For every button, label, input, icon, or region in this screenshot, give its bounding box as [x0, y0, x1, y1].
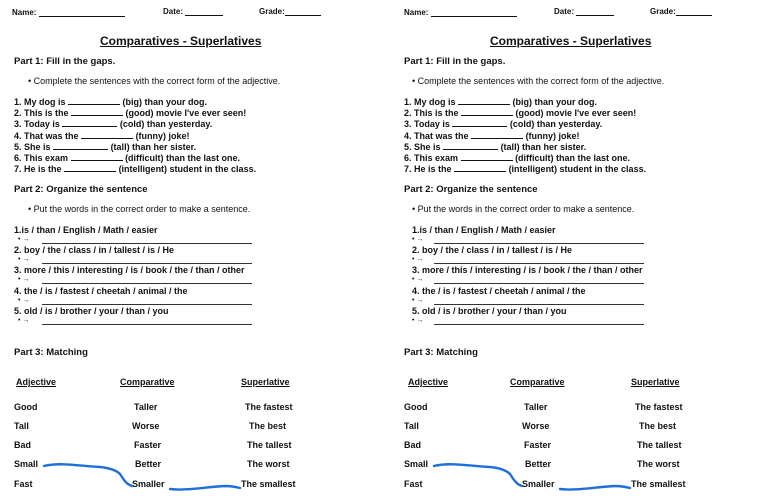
part1-item[interactable]: 4. That was the (funny) joke! — [14, 130, 190, 141]
match-comparative[interactable]: Better — [525, 459, 552, 469]
part2-heading: Part 2: Organize the sentence — [404, 184, 538, 195]
match-comparative[interactable]: Taller — [524, 402, 548, 412]
match-adjective[interactable]: Small — [404, 459, 429, 469]
arrow-marker: • → — [412, 317, 424, 324]
match-comparative[interactable]: Worse — [522, 421, 550, 431]
grade-label: Grade: — [650, 7, 676, 16]
part1-item[interactable]: 1. My dog is (big) than your dog. — [14, 97, 208, 107]
arrow-marker: • → — [18, 297, 30, 304]
date-label: Date: — [163, 7, 184, 16]
part1-item[interactable]: 5. She is (tall) than her sister. — [14, 141, 197, 152]
match-adjective[interactable]: Tall — [404, 421, 419, 431]
part2-heading: Part 2: Organize the sentence — [14, 184, 148, 195]
part2-item: 4. the / is / fastest / cheetah / animal / the — [14, 286, 188, 296]
match-comparative[interactable]: Smaller — [522, 479, 555, 489]
part1-item[interactable]: 2. This is the (good) movie I've ever seen! — [14, 108, 247, 119]
part1-item[interactable]: 3. Today is (cold) than yesterday. — [14, 119, 213, 130]
part2-instruction: • Put the words in the correct order to make a sentence. — [412, 204, 635, 214]
part1-heading: Part 1: Fill in the gaps. — [14, 56, 116, 67]
handwritten-match-lines — [10, 0, 382, 496]
part1-item[interactable]: 7. He is the (intelligent) student in the class. — [14, 164, 257, 175]
match-comparative[interactable]: Faster — [134, 440, 162, 450]
part2-item: 1.is / than / English / Math / easier — [14, 225, 158, 235]
match-adjective[interactable]: Small — [14, 459, 39, 469]
part2-instruction: • Put the words in the correct order to make a sentence. — [28, 204, 251, 214]
name-label: Name: — [12, 8, 37, 17]
name-label: Name: — [404, 8, 429, 17]
arrow-marker: • → — [18, 317, 30, 324]
column-header-comparative: Comparative — [120, 377, 175, 387]
part1-instruction: • Complete the sentences with the correct form of the adjective. — [28, 76, 281, 86]
column-header-superlative: Superlative — [241, 377, 290, 387]
handwritten-match-lines — [400, 0, 768, 496]
match-superlative[interactable]: The fastest — [635, 402, 683, 412]
worksheet-right — [400, 0, 768, 496]
match-comparative[interactable]: Worse — [132, 421, 160, 431]
match-comparative[interactable]: Faster — [524, 440, 552, 450]
date-label: Date: — [554, 7, 575, 16]
match-superlative[interactable]: The worst — [637, 459, 680, 469]
match-superlative[interactable]: The smallest — [241, 479, 296, 489]
part2-item: 3. more / this / interesting / is / book / the / than / other — [14, 265, 245, 275]
arrow-marker: • → — [412, 256, 424, 263]
page-title: Comparatives - Superlatives — [490, 34, 652, 48]
match-adjective[interactable]: Tall — [14, 421, 29, 431]
part1-item[interactable]: 6. This exam (difficult) than the last one. — [404, 153, 631, 164]
page-title: Comparatives - Superlatives — [100, 34, 262, 48]
match-superlative[interactable]: The best — [249, 421, 287, 431]
arrow-marker: • → — [18, 276, 30, 283]
match-adjective[interactable]: Fast — [14, 479, 33, 489]
part2-item: 2. boy / the / class / in / tallest / is / He — [412, 245, 573, 255]
column-header-comparative: Comparative — [510, 377, 565, 387]
arrow-marker: • → — [18, 236, 30, 243]
part2-item: 5. old / is / brother / your / than / you — [412, 306, 567, 316]
match-superlative[interactable]: The best — [639, 421, 677, 431]
part1-heading: Part 1: Fill in the gaps. — [404, 56, 506, 67]
match-comparative[interactable]: Taller — [134, 402, 158, 412]
part2-item: 1.is / than / English / Math / easier — [412, 225, 556, 235]
part1-instruction: • Complete the sentences with the correct form of the adjective. — [412, 76, 665, 86]
match-adjective[interactable]: Fast — [404, 479, 423, 489]
match-superlative[interactable]: The fastest — [245, 402, 293, 412]
match-adjective[interactable]: Bad — [404, 440, 422, 450]
part1-item[interactable]: 6. This exam (difficult) than the last one. — [14, 153, 241, 164]
match-superlative[interactable]: The smallest — [631, 479, 686, 489]
part3-heading: Part 3: Matching — [14, 347, 88, 358]
match-adjective[interactable]: Good — [14, 402, 38, 412]
part2-item: 3. more / this / interesting / is / book / the / than / other — [412, 265, 643, 275]
match-superlative[interactable]: The worst — [247, 459, 290, 469]
match-comparative[interactable]: Better — [135, 459, 162, 469]
column-header-superlative: Superlative — [631, 377, 680, 387]
column-header-adjective: Adjective — [408, 377, 449, 387]
arrow-marker: • → — [412, 236, 424, 243]
part1-item[interactable]: 2. This is the (good) movie I've ever seen! — [404, 108, 637, 119]
match-adjective[interactable]: Good — [404, 402, 428, 412]
match-superlative[interactable]: The tallest — [637, 440, 682, 450]
part2-item: 4. the / is / fastest / cheetah / animal / the — [412, 286, 586, 296]
grade-label: Grade: — [259, 7, 285, 16]
part3-heading: Part 3: Matching — [404, 347, 478, 358]
part2-item: 2. boy / the / class / in / tallest / is / He — [14, 245, 175, 255]
arrow-marker: • → — [412, 276, 424, 283]
part1-item[interactable]: 7. He is the (intelligent) student in the class. — [404, 164, 647, 175]
arrow-marker: • → — [18, 256, 30, 263]
part1-item[interactable]: 5. She is (tall) than her sister. — [404, 141, 587, 152]
worksheet-left — [10, 0, 382, 496]
match-comparative[interactable]: Smaller — [132, 479, 165, 489]
match-adjective[interactable]: Bad — [14, 440, 32, 450]
part1-item[interactable]: 3. Today is (cold) than yesterday. — [404, 119, 603, 130]
arrow-marker: • → — [412, 297, 424, 304]
match-superlative[interactable]: The tallest — [247, 440, 292, 450]
part1-item[interactable]: 4. That was the (funny) joke! — [404, 130, 580, 141]
column-header-adjective: Adjective — [16, 377, 57, 387]
part1-item[interactable]: 1. My dog is (big) than your dog. — [404, 97, 598, 107]
part2-item: 5. old / is / brother / your / than / you — [14, 306, 169, 316]
